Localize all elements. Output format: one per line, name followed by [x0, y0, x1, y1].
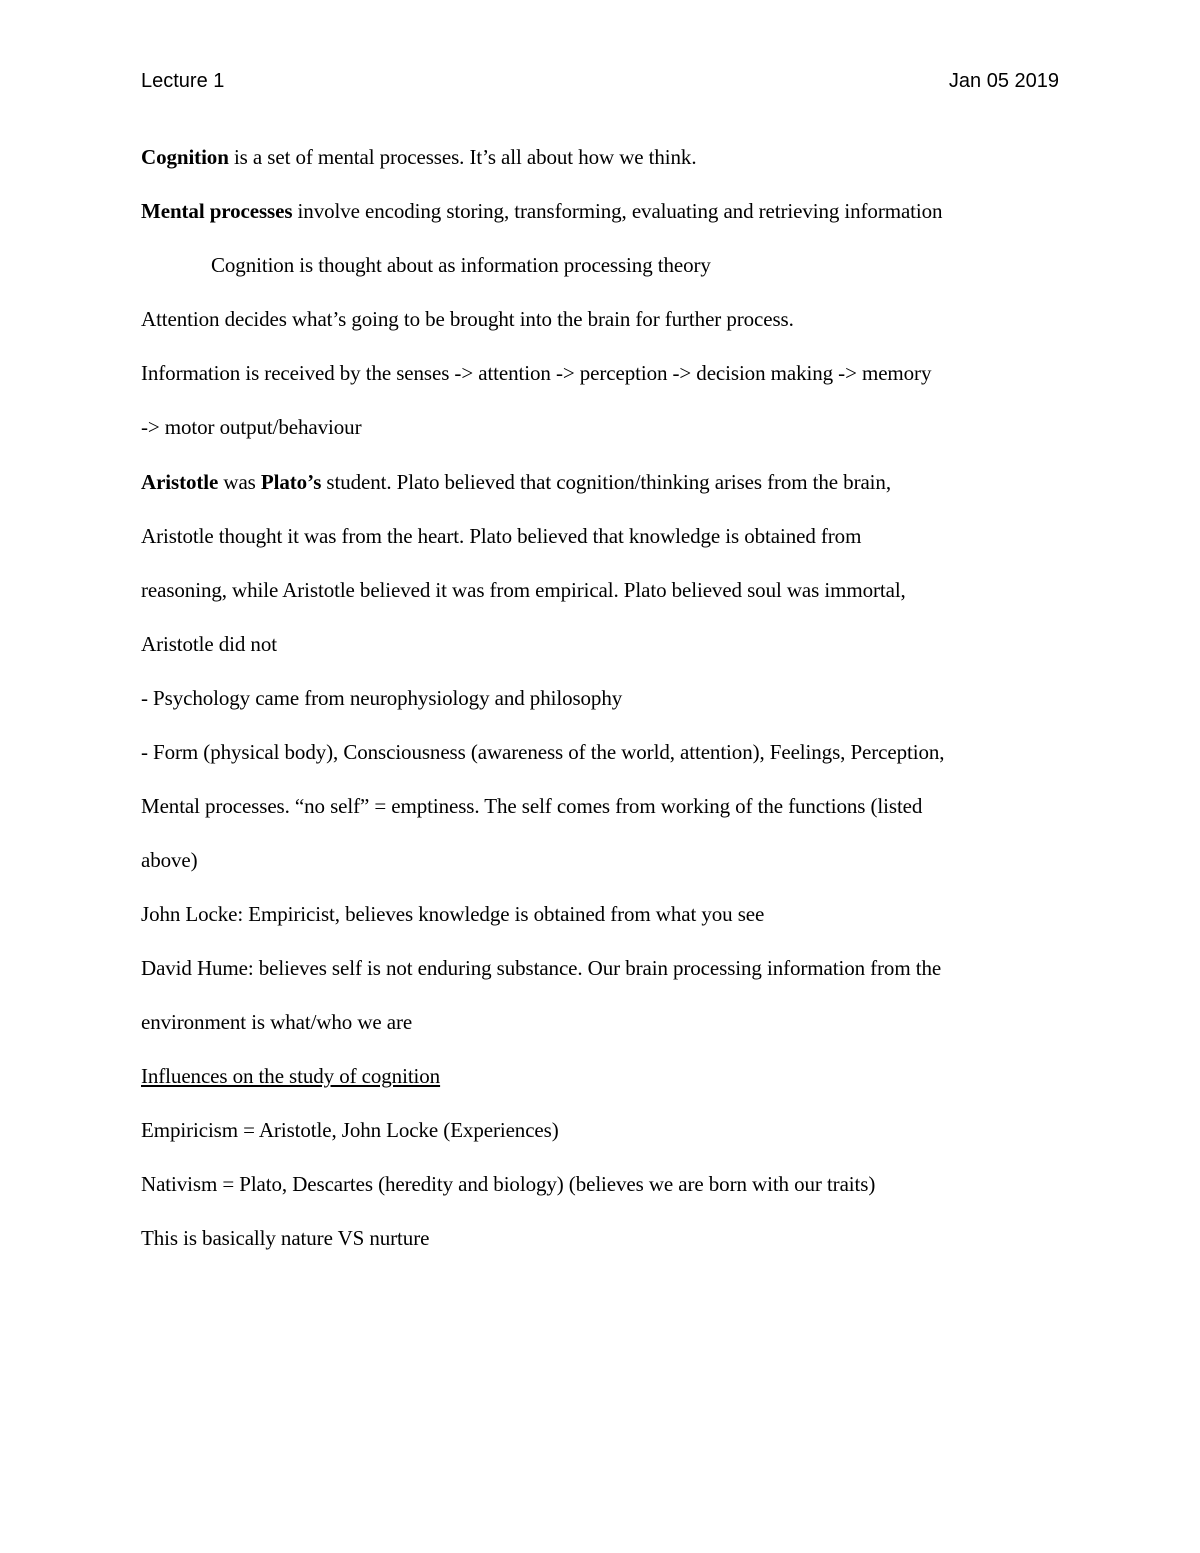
note-line: Mental processes. “no self” = emptiness. The self comes from working of the functions (listed: [141, 794, 923, 818]
term-cognition: Cognition: [141, 145, 229, 169]
note-text: is a set of mental processes. It’s all about how we think.: [228, 145, 697, 169]
note-line: reasoning, while Aristotle believed it was from empirical. Plato believed soul was immortal,: [141, 578, 906, 602]
note-line-aristotle: [141, 467, 891, 497]
note-line: Nativism = Plato, Descartes (heredity and biology) (believes we are born with our traits): [141, 1172, 876, 1196]
note-line: Aristotle did not: [141, 632, 277, 656]
note-line: - Form (physical body), Consciousness (awareness of the world, attention), Feelings, Perception,: [141, 740, 945, 764]
note-line: Aristotle thought it was from the heart. Plato believed that knowledge is obtained from: [141, 524, 862, 548]
note-line: John Locke: Empiricist, believes knowledge is obtained from what you see: [141, 902, 765, 926]
note-line: Cognition is thought about as information processing theory: [211, 253, 711, 277]
note-text: student. Plato believed that cognition/thinking arises from the brain,: [321, 470, 891, 494]
term-platos: Plato’s: [260, 470, 322, 494]
note-line: above): [141, 848, 198, 872]
lecture-date: Jan 05 2019: [948, 70, 1059, 92]
note-text: involve encoding storing, transforming, evaluating and retrieving information: [292, 199, 943, 223]
page-header: [141, 70, 1059, 100]
note-line: David Hume: believes self is not enduring substance. Our brain processing information from the: [141, 956, 942, 980]
term-aristotle: Aristotle: [141, 470, 219, 494]
note-line-cognition: [141, 142, 696, 172]
note-line: Attention decides what’s going to be brought into the brain for further process.: [141, 307, 794, 331]
note-line: Empiricism = Aristotle, John Locke (Experiences): [141, 1118, 559, 1142]
term-mental-processes: Mental processes: [141, 199, 293, 223]
note-line: This is basically nature VS nurture: [141, 1226, 430, 1250]
note-line: Information is received by the senses -> attention -> perception -> decision making -> memory: [141, 361, 932, 385]
lecture-title: Lecture 1: [141, 70, 225, 92]
note-line: - Psychology came from neurophysiology and philosophy: [141, 686, 623, 710]
note-text: was: [218, 470, 261, 494]
note-line: environment is what/who we are: [141, 1010, 413, 1034]
note-line-mental-processes: [141, 196, 942, 226]
note-line: -> motor output/behaviour: [141, 415, 362, 439]
section-heading-influences: Influences on the study of cognition: [141, 1064, 441, 1088]
